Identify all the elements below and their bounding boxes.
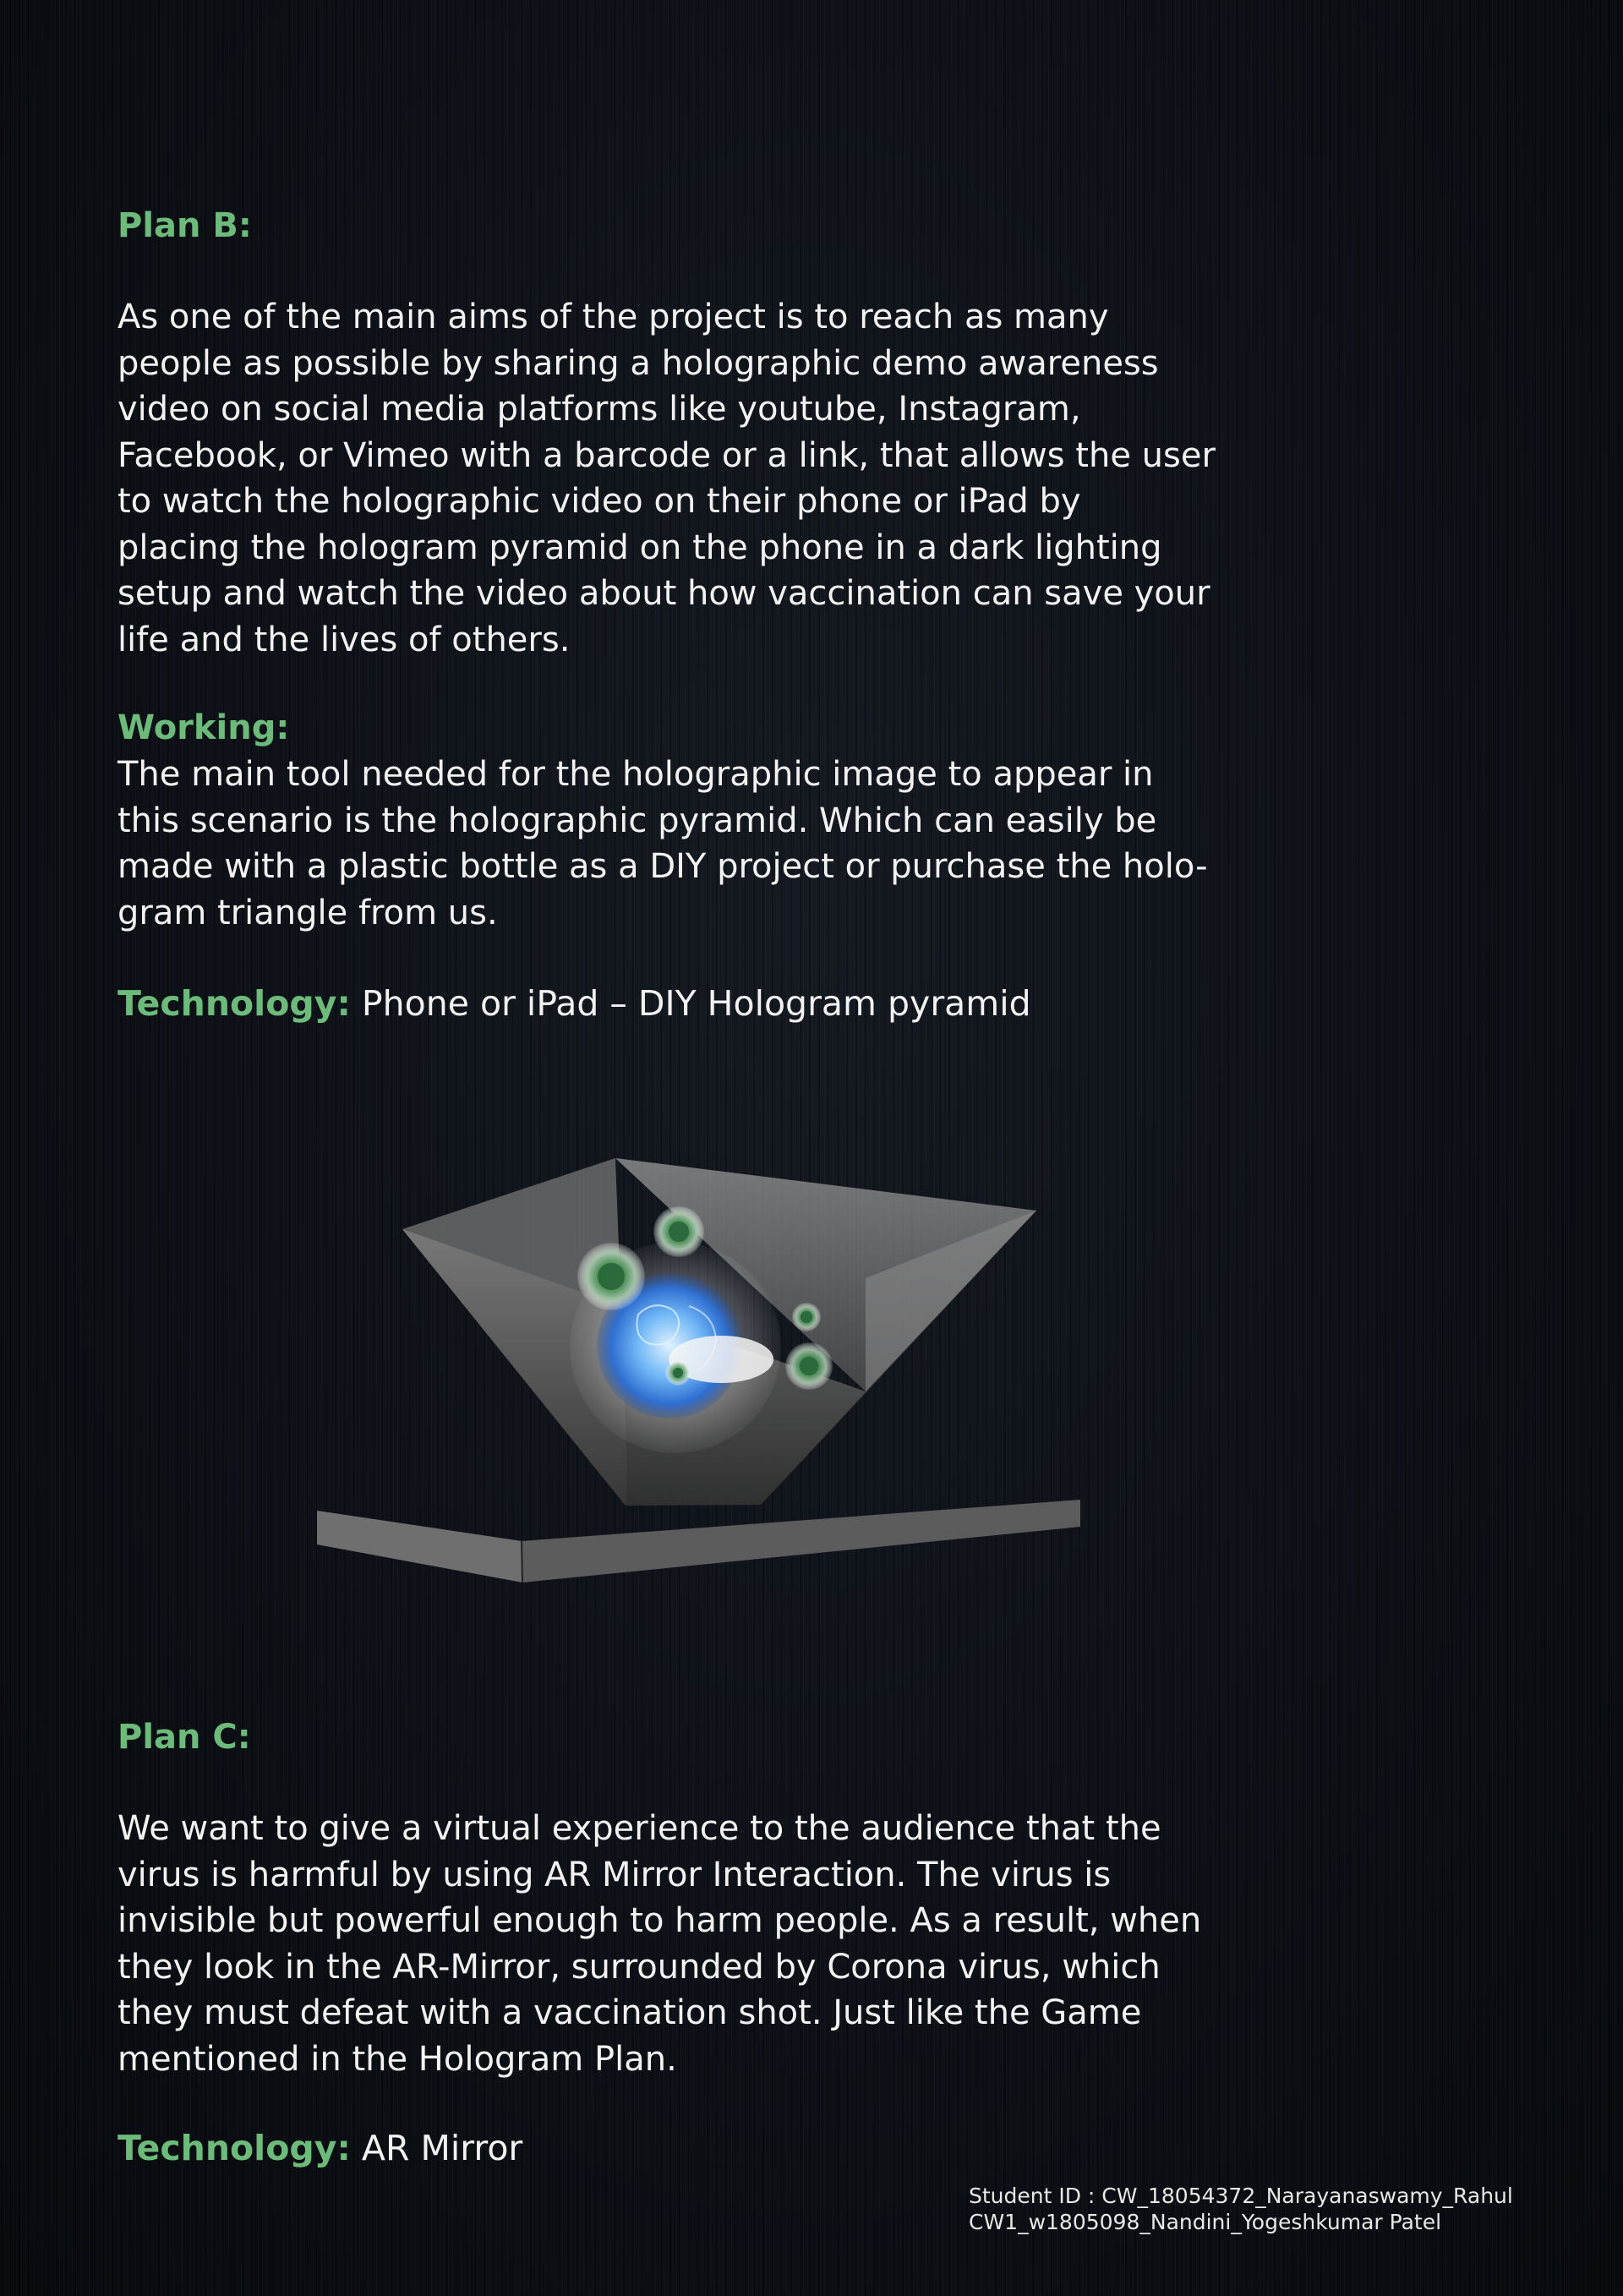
plan-c-technology: [117, 2125, 522, 2171]
working-body: The main tool needed for the holographic image to appear in this scenario is the holographic pyramid. Which can easily be made with a plastic bottle as a DIY project or purchase the holo- gram triangle from us.: [117, 755, 1208, 932]
virus-icon: [785, 1342, 833, 1390]
plan-c-heading: Plan C:: [117, 1718, 251, 1757]
virus-icon: [577, 1243, 645, 1310]
plan-b-body: As one of the main aims of the project is to reach as many people as possible by sharing a holographic demo awareness video on social media platforms like youtube, Instagram, Facebook, or Vimeo with a barcode or a link, that allows the user to watch the holographic video on their phone or iPad by placing the hologram pyramid on the phone in a dark lighting setup and watch the video about how vaccination can save your life and the lives of others.: [117, 298, 1216, 659]
phone-base-left: [317, 1511, 522, 1583]
virus-icon: [792, 1303, 821, 1331]
technology-value: AR Mirror: [361, 2128, 523, 2168]
student-credits: [969, 2183, 1513, 2235]
hologram-pyramid-icon: [304, 1141, 1099, 1598]
plan-b-technology: [117, 981, 1031, 1026]
plan-b-heading: Plan B:: [117, 206, 252, 245]
virus-icon: [653, 1206, 704, 1257]
phone-base-right: [522, 1500, 1080, 1583]
technology-value: Phone or iPad – DIY Hologram pyramid: [361, 983, 1031, 1024]
student-id-line: Student ID : CW_18054372_Narayanaswamy_Rahul: [969, 2184, 1513, 2208]
working-heading: Working:: [117, 708, 290, 747]
student-name-line: CW1_w1805098_Nandini_Yogeshkumar Patel: [969, 2210, 1442, 2234]
virus-icon: [665, 1360, 691, 1386]
technology-label: Technology:: [117, 983, 351, 1024]
technology-label: Technology:: [117, 2128, 351, 2168]
plan-c-body: We want to give a virtual experience to the audience that the virus is harmful by using AR Mirror Interaction. The virus is invisible but powerful enough to harm people. As a result, when they look in the AR-Mirror, surrounded by Corona virus, which they must defeat with a vaccination shot. Just like the Game mentioned in the Hologram Plan.: [117, 1809, 1202, 2079]
